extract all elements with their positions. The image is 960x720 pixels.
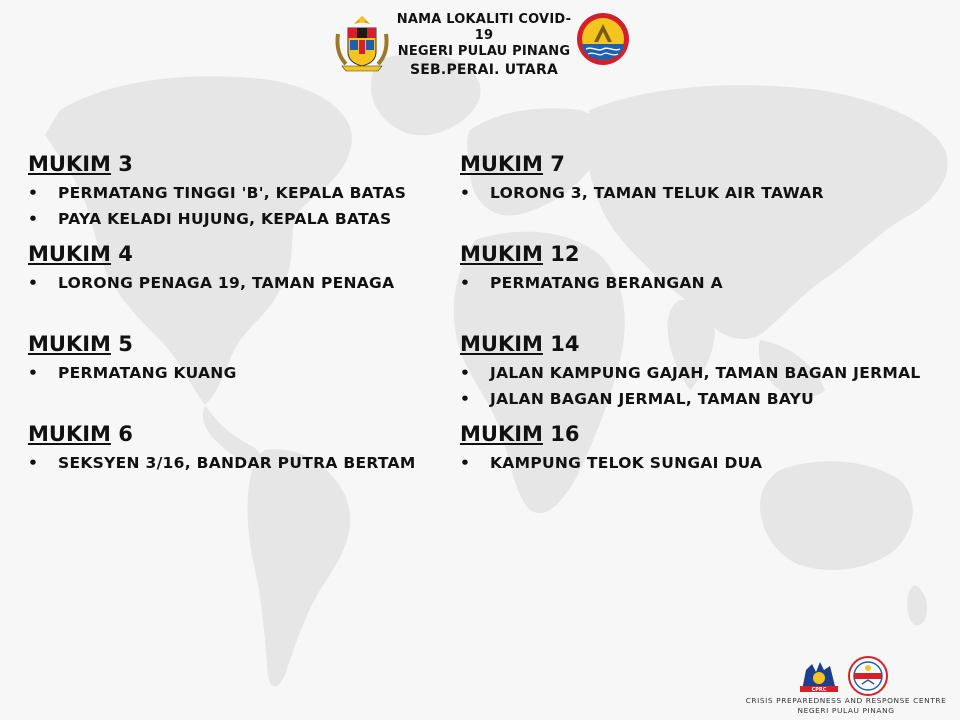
locality-text: PERMATANG TINGGI 'B', KEPALA BATAS bbox=[58, 184, 407, 202]
mukim-heading bbox=[460, 240, 950, 268]
locality-item bbox=[460, 180, 950, 206]
mukim-number: 3 bbox=[118, 152, 133, 176]
mukim-word: MUKIM bbox=[28, 422, 111, 446]
locality-item bbox=[28, 270, 448, 296]
locality-item bbox=[28, 206, 448, 232]
mukim-word: MUKIM bbox=[28, 332, 111, 356]
locality-text: JALAN KAMPUNG GAJAH, TAMAN BAGAN JERMAL bbox=[490, 364, 921, 382]
bullet: • bbox=[28, 184, 39, 202]
mukim-word: MUKIM bbox=[28, 152, 111, 176]
bullet: • bbox=[460, 390, 471, 408]
newzealand-shape bbox=[907, 585, 927, 625]
locality-item bbox=[460, 386, 950, 412]
mukim-heading bbox=[28, 150, 448, 178]
locality-list bbox=[28, 360, 448, 386]
malaysia-coat-of-arms-logo bbox=[330, 14, 394, 72]
mukim-word: MUKIM bbox=[460, 422, 543, 446]
locality-text: SEKSYEN 3/16, BANDAR PUTRA BERTAM bbox=[58, 454, 416, 472]
mukim-section bbox=[460, 330, 950, 420]
cprc-logo bbox=[796, 656, 842, 694]
cprc-logo-text: CPRC bbox=[811, 687, 827, 693]
mukim-word: MUKIM bbox=[28, 242, 111, 266]
mukim-number: 7 bbox=[550, 152, 565, 176]
bullet: • bbox=[28, 274, 39, 292]
mukim-heading bbox=[460, 420, 950, 448]
mukim-section bbox=[28, 330, 448, 420]
mukim-heading bbox=[28, 420, 448, 448]
locality-list bbox=[28, 270, 448, 296]
locality-item bbox=[28, 450, 448, 476]
mukim-number: 12 bbox=[550, 242, 580, 266]
footer bbox=[740, 654, 952, 718]
mukim-heading bbox=[28, 240, 448, 268]
response-team-badge-logo bbox=[848, 656, 888, 696]
mukim-section bbox=[28, 420, 448, 510]
locality-item bbox=[28, 360, 448, 386]
locality-list bbox=[460, 360, 950, 412]
bullet: • bbox=[28, 210, 39, 228]
locality-list bbox=[460, 450, 950, 476]
locality-list bbox=[28, 180, 448, 232]
mukim-section bbox=[28, 150, 448, 240]
header-title-line3: SEB.PERAI. UTARA bbox=[410, 62, 558, 78]
mukim-section bbox=[460, 150, 950, 240]
mukim-heading bbox=[460, 150, 950, 178]
locality-item bbox=[460, 450, 950, 476]
bullet: • bbox=[460, 184, 471, 202]
bullet: • bbox=[28, 454, 39, 472]
locality-list bbox=[28, 450, 448, 476]
mukim-section bbox=[28, 240, 448, 330]
mukim-section bbox=[460, 240, 950, 330]
locality-text: JALAN BAGAN JERMAL, TAMAN BAYU bbox=[490, 390, 815, 408]
penang-state-logo bbox=[576, 12, 630, 66]
mukim-number: 4 bbox=[118, 242, 133, 266]
header-title-line1: NAMA LOKALITI COVID-19 bbox=[396, 12, 572, 43]
page-header bbox=[330, 10, 630, 78]
locality-item bbox=[460, 360, 950, 386]
bullet: • bbox=[460, 274, 471, 292]
locality-text: KAMPUNG TELOK SUNGAI DUA bbox=[490, 454, 763, 472]
locality-list bbox=[460, 180, 950, 206]
locality-item bbox=[460, 270, 950, 296]
mukim-number: 5 bbox=[118, 332, 133, 356]
mukim-heading bbox=[28, 330, 448, 358]
mukim-number: 14 bbox=[550, 332, 580, 356]
locality-list bbox=[460, 270, 950, 296]
locality-text: PERMATANG BERANGAN A bbox=[490, 274, 723, 292]
bullet: • bbox=[460, 454, 471, 472]
mukim-heading bbox=[460, 330, 950, 358]
bullet: • bbox=[460, 364, 471, 382]
right-column bbox=[460, 150, 950, 510]
locality-item bbox=[28, 180, 448, 206]
mukim-section bbox=[460, 420, 950, 510]
footer-org-name: CRISIS PREPAREDNESS AND RESPONSE CENTRE bbox=[745, 696, 947, 705]
locality-text: LORONG PENAGA 19, TAMAN PENAGA bbox=[58, 274, 395, 292]
header-title-block bbox=[392, 12, 576, 80]
left-column bbox=[28, 150, 448, 510]
mukim-number: 6 bbox=[118, 422, 133, 446]
locality-text: PAYA KELADI HUJUNG, KEPALA BATAS bbox=[58, 210, 392, 228]
locality-text: LORONG 3, TAMAN TELUK AIR TAWAR bbox=[490, 184, 824, 202]
bullet: • bbox=[28, 364, 39, 382]
mukim-word: MUKIM bbox=[460, 242, 543, 266]
header-title-line2: NEGERI PULAU PINANG bbox=[397, 44, 571, 59]
mukim-word: MUKIM bbox=[460, 152, 543, 176]
mukim-word: MUKIM bbox=[460, 332, 543, 356]
locality-text: PERMATANG KUANG bbox=[58, 364, 237, 382]
footer-state-name: NEGERI PULAU PINANG bbox=[797, 706, 895, 715]
mukim-number: 16 bbox=[550, 422, 580, 446]
